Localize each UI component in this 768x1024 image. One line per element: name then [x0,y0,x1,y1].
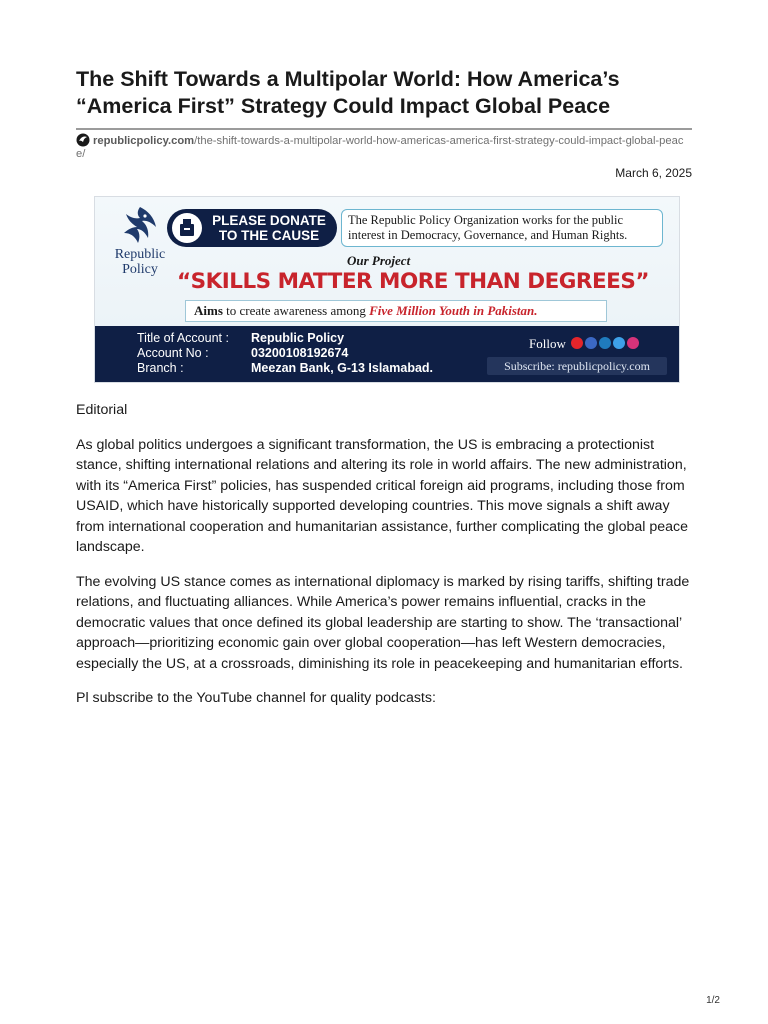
article-page [76,66,692,723]
logo-text-line2: Policy [122,262,158,277]
follow-label: Follow [529,336,566,351]
youtube-icon[interactable] [571,337,583,349]
republic-policy-logo [101,205,179,277]
article-title: The Shift Towards a Multipolar World: How America’s “America First” Strategy Could Impact Global Peace [76,67,620,118]
account-title-row [137,331,344,346]
aims-highlight: Five Million Youth in Pakistan. [369,303,538,318]
source-path[interactable]: /the-shift-towards-a-multipolar-world-how-americas-america-first-strategy-could-impact-global-peace/ [76,135,684,160]
section-label: Editorial [76,402,128,418]
title-divider [76,128,692,130]
instagram-icon[interactable] [627,337,639,349]
aims-statement [185,300,607,322]
linkedin-icon[interactable] [599,337,611,349]
account-title-label: Title of Account : [137,331,229,345]
follow-links [529,336,639,352]
publish-date: March 6, 2025 [615,166,692,180]
aims-middle: to create awareness among [222,303,370,318]
donate-line2: TO THE CAUSE [218,228,320,243]
account-title-value: Republic Policy [251,331,345,345]
logo-text-line1: Republic [114,247,166,262]
paragraph: As global politics undergoes a significant transformation, the US is embracing a protectionist stance, shifting international relations and altering its role in world affairs. The new administration, with its “America First” policies, has suspended critical foreign aid programs, including those from USAID, which have historically supported developing countries. This move signals a shift away from international cooperation and humanitarian assistance, further complicating the global peace landscape. [76,436,689,555]
article-body [76,400,692,709]
donate-line1: PLEASE DONATE [212,213,326,228]
paragraph: Pl subscribe to the YouTube channel for quality podcasts: [76,690,436,706]
phoenix-logo-icon [118,205,162,247]
republic-policy-favicon-icon [76,133,90,147]
aims-prefix: Aims [194,303,223,318]
donation-banner[interactable] [94,196,680,383]
account-number-value: 03200108192674 [251,346,349,360]
source-url[interactable] [76,133,692,161]
page-number: 1/2 [706,995,720,1006]
account-number-row [137,346,348,361]
account-details-panel [95,326,679,382]
project-label: Our Project [347,253,411,268]
organization-description: The Republic Policy Organization works for the public interest in Democracy, Governance, and Human Rights. [341,209,663,247]
twitter-icon[interactable] [613,337,625,349]
account-number-label: Account No : [137,346,209,360]
branch-label: Branch : [137,361,184,375]
paragraph: The evolving US stance comes as international diplomacy is marked by rising tariffs, shifting trade relations, and fluctuating alliances. While America’s power remains influential, cracks in the democratic values that once defined its global leadership are starting to show. The ‘transactional’ approach—prioritizing economic gain over global cooperation—has left Western democracies, especially the US, at a crossroads, diminishing its role in peacekeeping and humanitarian efforts. [76,573,690,672]
facebook-icon[interactable] [585,337,597,349]
branch-value: Meezan Bank, G-13 Islamabad. [251,361,434,375]
branch-row [137,361,433,376]
subscribe-link[interactable]: Subscribe: republicpolicy.com [487,357,667,375]
source-domain[interactable]: republicpolicy.com [93,135,195,147]
project-slogan: “SKILLS MATTER MORE THAN DEGREES” [177,269,649,294]
donate-badge [167,209,337,247]
donation-box-icon [172,213,202,243]
